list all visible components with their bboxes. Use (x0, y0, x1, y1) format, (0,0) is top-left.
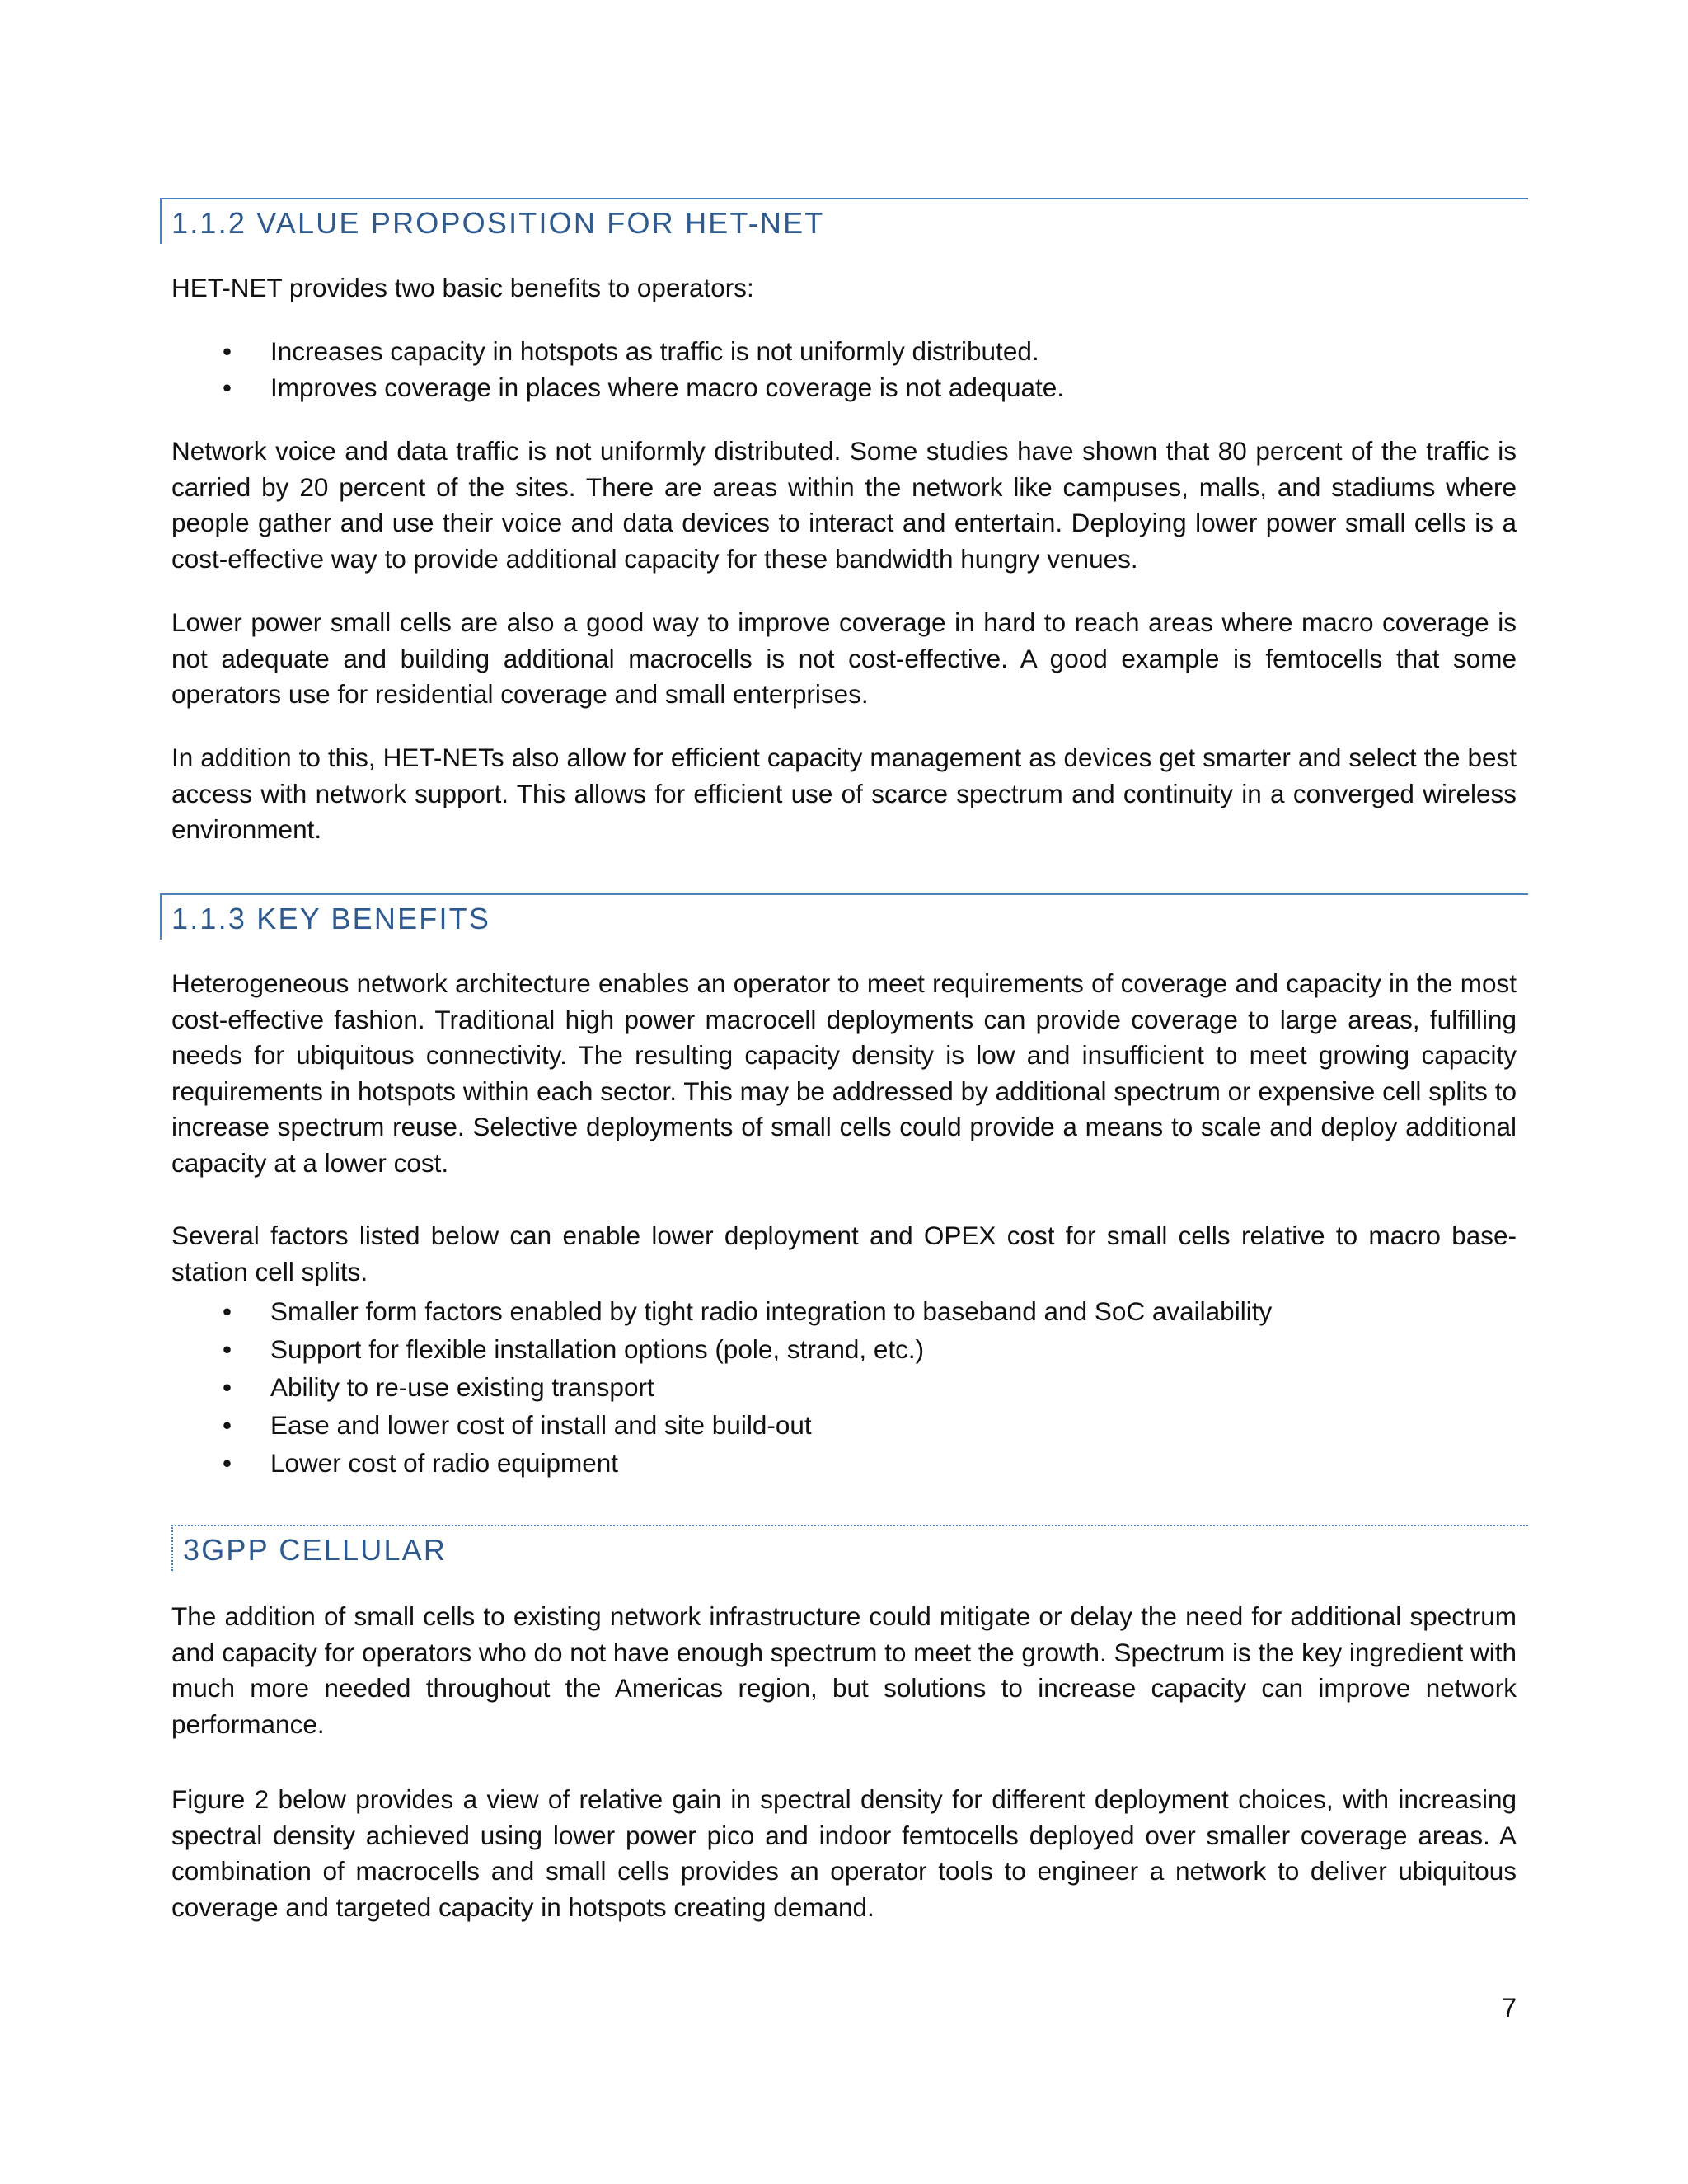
section-heading-value-proposition (160, 198, 1528, 244)
bullet-icon: • (223, 1372, 232, 1402)
heading-text: 1.1.3 KEY BENEFITS (171, 902, 491, 935)
bullet-icon: • (223, 1410, 232, 1440)
section-heading-key-benefits (160, 893, 1528, 940)
paragraph-figure-reference: Figure 2 below provides a view of relative gain in spectral density for different deployment choices, with increasing spectral density achieved using lower power pico and indoor femtocells deployed over smaller coverage areas. A combination of macrocells and small cells provides an operator tools to engineer a network to deliver ubiquitous coverage and targeted capacity in hotspots creating demand. (171, 1784, 1517, 1922)
list-item: • Smaller form factors enabled by tight radio integration to baseband and SoC availability (171, 1292, 1517, 1330)
heading-text: 1.1.2 VALUE PROPOSITION FOR HET-NET (171, 206, 825, 240)
bullet-icon: • (223, 1296, 232, 1326)
bullet-icon: • (223, 373, 232, 402)
list-item: • Support for flexible installation options (pole, strand, etc.) (171, 1330, 1517, 1368)
paragraph-small-cells-spectrum: The addition of small cells to existing network infrastructure could mitigate or delay the need for additional spectrum and capacity for operators who do not have enough spectrum to meet the growth. Spectrum is the key ingredient with much more needed throughout the Americas region, but solutions to increase capacity can improve network performance. (171, 1601, 1517, 1739)
list-item: • Ability to re-use existing transport (171, 1368, 1517, 1406)
list-item: • Increases capacity in hotspots as traffic is not uniformly distributed. (171, 333, 1517, 369)
paragraph-capacity-management: In addition to this, HET-NETs also allow for efficient capacity management as devices get smarter and select the best access with network support. This allows for efficient use of scarce spectrum and continuity in a converged wireless environment. (171, 743, 1517, 845)
paragraph-cost-factors: Several factors listed below can enable lower deployment and OPEX cost for small cells relative to macro base-station cell splits. (171, 1221, 1517, 1286)
paragraph-traffic-distribution: Network voice and data traffic is not uniformly distributed. Some studies have shown that 80 percent of the traffic is carried by 20 percent of the sites. There are areas within the network like campuses, malls, and stadiums where people gather and use their voice and data devices to interact and entertain. Deploying lower power small cells is a cost-effective way to provide additional capacity for these bandwidth hungry venues. (171, 436, 1517, 574)
list-item: • Improves coverage in places where macro coverage is not adequate. (171, 369, 1517, 405)
page-number: 7 (1502, 1993, 1517, 2022)
intro-paragraph: HET-NET provides two basic benefits to operators: (171, 273, 754, 302)
list-item: • Ease and lower cost of install and site build-out (171, 1406, 1517, 1444)
benefits-list (171, 333, 1517, 405)
paragraph-coverage: Lower power small cells are also a good way to improve coverage in hard to reach areas where macro coverage is not adequate and building additional macrocells is not cost-effective. A good example is femtocells that some operators use for residential coverage and small enterprises. (171, 607, 1517, 710)
list-item: • Lower cost of radio equipment (171, 1444, 1517, 1482)
bullet-icon: • (223, 336, 232, 366)
section-heading-3gpp-cellular (171, 1525, 1528, 1571)
cost-factors-list (171, 1292, 1517, 1482)
heading-text: 3GPP CELLULAR (183, 1533, 448, 1567)
bullet-icon: • (223, 1334, 232, 1364)
paragraph-heterogeneous-architecture: Heterogeneous network architecture enables an operator to meet requirements of coverage and capacity in the most cost-effective fashion. Traditional high power macrocell deployments can provide coverage to large areas, fulfilling needs for ubiquitous connectivity. The resulting capacity density is low and insufficient to meet growing capacity requirements in hotspots within each sector. This may be addressed by additional spectrum or expensive cell splits to increase spectrum reuse. Selective deployments of small cells could provide a means to scale and deploy additional capacity at a lower cost. (171, 968, 1517, 1178)
bullet-icon: • (223, 1448, 232, 1478)
